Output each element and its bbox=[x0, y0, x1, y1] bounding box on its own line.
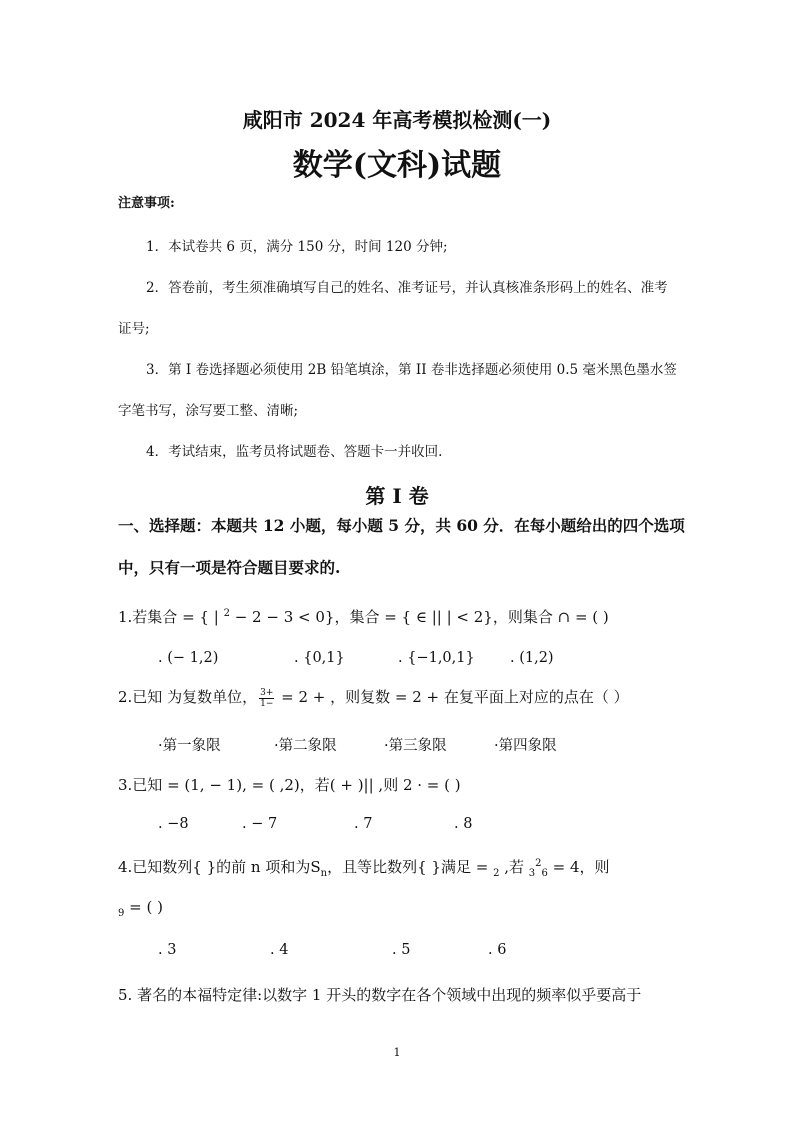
question-2-text-a: 2.已知 为复数单位， bbox=[118, 688, 258, 706]
question-4-sub-2: 2 bbox=[493, 868, 500, 879]
question-1-exponent: 2 bbox=[223, 608, 230, 619]
question-3: 3.已知 = (1, − 1), = ( ,2)，若( + )|| ,则 2 · = ( ) bbox=[118, 776, 461, 794]
notice-item-1: 1．本试卷共 6 页，满分 150 分，时间 120 分钟; bbox=[146, 239, 448, 255]
notice-heading: 注意事项: bbox=[118, 196, 175, 211]
question-4-option-b: . 4 bbox=[270, 942, 289, 958]
question-4-line2-text: = ( ) bbox=[124, 898, 163, 916]
question-4-option-c: . 5 bbox=[392, 942, 411, 958]
question-3-option-b: . − 7 bbox=[242, 816, 278, 832]
question-3-option-a: . −8 bbox=[158, 816, 189, 832]
question-1-option-c: . {−1,0,1} bbox=[398, 650, 475, 666]
question-4-option-d: . 6 bbox=[488, 942, 507, 958]
question-2-option-d: ·第四象限 bbox=[494, 738, 557, 754]
question-2 bbox=[118, 686, 629, 709]
question-1-option-d: . (1,2) bbox=[510, 650, 554, 666]
notice-item-2-line2: 证号; bbox=[118, 321, 150, 337]
fraction-numerator: 3+ bbox=[260, 687, 274, 698]
question-1-text-a: 1.若集合 bbox=[118, 608, 183, 626]
question-4-sup-2: 2 bbox=[535, 858, 542, 869]
question-1-text-b: = { | bbox=[182, 608, 224, 626]
question-4-sub-n: n bbox=[320, 868, 328, 879]
question-3-option-d: . 8 bbox=[454, 816, 473, 832]
notice-item-4: 4．考试结束，监考员将试题卷、答题卡一并收回. bbox=[146, 444, 443, 460]
question-4-text-b: ，且等比数列{ }满足 = bbox=[327, 858, 494, 876]
notice-item-2-line1: 2．答卷前，考生须准确填写自己的姓名、准考证号，并认真核准条形码上的姓名、准考 bbox=[146, 280, 668, 296]
question-5: 5. 著名的本福特定律:以数字 1 开头的数字在各个领域中出现的频率似乎要高于 bbox=[118, 986, 642, 1004]
question-2-option-c: ·第三象限 bbox=[384, 738, 447, 754]
question-1-option-a: . (− 1,2) bbox=[158, 650, 219, 666]
page-number: 1 bbox=[393, 1046, 401, 1059]
fraction-denominator: 1− bbox=[260, 698, 274, 709]
question-4-sub-3: 3 bbox=[528, 868, 536, 879]
question-4-option-a: . 3 bbox=[158, 942, 177, 958]
question-2-fraction bbox=[259, 688, 274, 709]
notice-item-3-line1: 3．第 I 卷选择题必须使用 2B 铅笔填涂，第 II 卷非选择题必须使用 0.5 毫米黑色墨水签 bbox=[146, 362, 677, 378]
exam-title-line2: 数学(文科)试题 bbox=[292, 148, 502, 183]
exam-title-line1: 咸阳市 2024 年高考模拟检测(一) bbox=[242, 108, 552, 132]
question-4-sub-6: 6 bbox=[541, 868, 548, 879]
question-3-option-c: . 7 bbox=[354, 816, 373, 832]
part-heading-line2: 中，只有一项是符合题目要求的. bbox=[118, 558, 341, 577]
section-title: 第 I 卷 bbox=[365, 484, 429, 508]
question-1 bbox=[118, 606, 609, 627]
question-4-line1 bbox=[118, 856, 610, 879]
question-2-option-b: ·第二象限 bbox=[274, 738, 337, 754]
question-4-text-a: 4.已知数列{ }的前 n 项和为S bbox=[118, 858, 321, 876]
question-2-text-b: = 2 + ，则复数 = 2 + 在复平面上对应的点在（ ） bbox=[276, 688, 629, 706]
question-1-text-c: − 2 − 3 < 0}，集合 = { ∈ || | < 2}，则集合 ∩ = ( ) bbox=[229, 608, 609, 626]
question-2-option-a: ·第一象限 bbox=[158, 738, 221, 754]
question-4-text-d: = 4，则 bbox=[547, 858, 610, 876]
part-heading-line1: 一、选择题：本题共 12 小题，每小题 5 分，共 60 分．在每小题给出的四个选项 bbox=[118, 516, 685, 535]
question-4-sub-9: 9 bbox=[118, 908, 125, 919]
question-4-line2 bbox=[118, 898, 163, 919]
question-4-text-c: ,若 bbox=[499, 858, 529, 876]
question-1-option-b: . {0,1} bbox=[294, 650, 345, 666]
notice-item-3-line2: 字笔书写，涂写要工整、清晰; bbox=[118, 403, 299, 419]
